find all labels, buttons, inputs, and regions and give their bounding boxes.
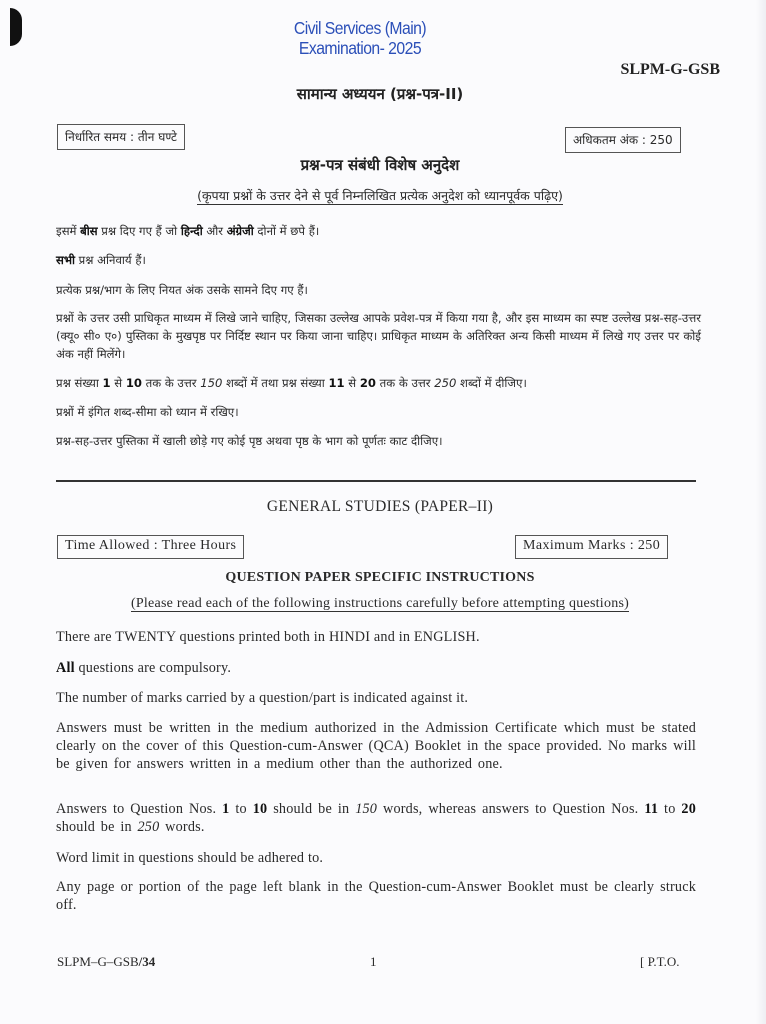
english-instruction-5 xyxy=(56,800,696,836)
text: words. xyxy=(159,819,205,835)
english-instruction-6: Word limit in questions should be adhered to. xyxy=(56,850,324,866)
hindi-instructions-subheading xyxy=(90,187,670,204)
text: प्रश्न दिए गए हैं जो xyxy=(97,224,181,238)
bold-text: All xyxy=(56,660,75,676)
hindi-instruction-4: प्रश्नों के उत्तर उसी प्राधिकृत माध्यम में लिखे जाने चाहिए, जिसका उल्लेख आपके प्रवेश-पत्र में किया गया है, और इस माध्यम का स्पष्ट उल्लेख प्रश्न-सह-उत्तर (क्यू० सी० ए०) पुस्तिका के मुखपृष्ठ पर निर्दिष्ट स्थान पर किया जाना चाहिए। प्राधिकृत माध्यम के अतिरिक्त अन्य किसी माध्यम में लिखे गए उत्तर पर कोई अंक नहीं मिलेंगे। xyxy=(56,311,701,361)
bold-number: 10 xyxy=(125,376,142,390)
section-divider xyxy=(56,480,696,482)
exam-title xyxy=(243,18,477,58)
bold-number: 1 xyxy=(222,801,230,817)
text: से xyxy=(344,376,360,390)
italic-number: 250 xyxy=(434,376,457,390)
bold-text: बीस xyxy=(80,224,98,238)
bold-text: सभी xyxy=(56,253,75,267)
bold-number: 11 xyxy=(328,376,345,390)
hindi-time-allowed-box: निर्धारित समय : तीन घण्टे xyxy=(57,124,185,150)
hindi-subheading-text: (कृपया प्रश्नों के उत्तर देने से पूर्व निम्नलिखित प्रत्येक अनुदेश को ध्यानपूर्वक पढ़िए) xyxy=(197,188,563,203)
footer-code-suffix: /34 xyxy=(138,954,156,969)
exam-title-line1: Civil Services (Main) xyxy=(293,18,427,38)
english-instruction-2 xyxy=(56,659,696,677)
hindi-subject-title: सामान्य अध्ययन (प्रश्न-पत्र-II) xyxy=(296,85,464,103)
text: तक के उत्तर xyxy=(141,376,201,390)
english-paper-title: GENERAL STUDIES (PAPER–II) xyxy=(266,498,494,515)
page-number: 1 xyxy=(370,954,377,969)
text: इसमें xyxy=(56,224,81,238)
bold-number: 11 xyxy=(644,801,659,817)
text: to xyxy=(229,801,253,817)
text: Answers to Question Nos. xyxy=(56,801,223,817)
english-subheading-text: (Please read each of the following instructions carefully before attempting questions) xyxy=(130,596,630,611)
footer-code-text: SLPM–G–GSB xyxy=(57,954,139,969)
text: should be in xyxy=(267,801,356,817)
bold-text: अंग्रेजी xyxy=(226,224,254,238)
scan-edge-shadow xyxy=(756,0,766,1024)
text: तक के उत्तर xyxy=(375,376,435,390)
hindi-maximum-marks-box: अधिकतम अंक : 250 xyxy=(565,127,681,153)
english-instructions-subheading xyxy=(60,596,700,612)
italic-number: 150 xyxy=(355,801,378,817)
bold-number: 20 xyxy=(681,801,696,817)
hindi-instruction-3: प्रत्येक प्रश्न/भाग के लिए नियत अंक उसके सामने दिए गए हैं। xyxy=(56,283,308,297)
please-turn-over: [ P.T.O. xyxy=(640,954,680,969)
text: दोनों में छपे हैं। xyxy=(253,224,320,238)
hindi-instruction-5 xyxy=(56,374,701,392)
italic-number: 250 xyxy=(137,819,160,835)
text: to xyxy=(658,801,682,817)
english-instruction-4: Answers must be written in the medium authorized in the Admission Certificate which must be stated clearly on the cover of this Question-cum-Answer (QCA) Booklet in the space provided. No marks will be given for answers written in a medium other than the authorized one. xyxy=(56,720,696,772)
punch-hole-mark xyxy=(10,8,22,46)
exam-title-line2: Examination- 2025 xyxy=(298,38,422,58)
text: should be in xyxy=(56,819,138,835)
paper-code: SLPM-G-GSB xyxy=(620,61,720,78)
text: questions are compulsory. xyxy=(74,660,232,676)
english-instructions-heading: QUESTION PAPER SPECIFIC INSTRUCTIONS xyxy=(225,570,535,585)
bold-text: हिन्दी xyxy=(180,224,203,238)
bold-number: 10 xyxy=(252,801,268,817)
text: शब्दों में तथा प्रश्न संख्या xyxy=(222,376,329,390)
english-instruction-1: There are TWENTY questions printed both in HINDI and in ENGLISH. xyxy=(56,629,480,645)
maximum-marks-box: Maximum Marks : 250 xyxy=(515,535,668,559)
italic-number: 150 xyxy=(200,376,223,390)
text: प्रश्न संख्या xyxy=(56,376,103,390)
bold-number: 1 xyxy=(102,376,111,390)
english-instruction-7: Any page or portion of the page left blank in the Question-cum-Answer Booklet must be clearly struck off. xyxy=(56,879,696,913)
hindi-instruction-1 xyxy=(56,222,701,240)
text: और xyxy=(202,224,227,238)
hindi-instruction-7: प्रश्न-सह-उत्तर पुस्तिका में खाली छोड़े गए कोई पृष्ठ अथवा पृष्ठ के भाग को पूर्णतः काट दीजिए। xyxy=(56,434,443,448)
text: शब्दों में दीजिए। xyxy=(456,376,527,390)
time-allowed-box: Time Allowed : Three Hours xyxy=(57,535,244,559)
hindi-instruction-6: प्रश्नों में इंगित शब्द-सीमा को ध्यान में रखिए। xyxy=(56,405,239,419)
text: प्रश्न अनिवार्य हैं। xyxy=(75,253,146,267)
text: words, whereas answers to Question Nos. xyxy=(377,801,645,817)
bold-number: 20 xyxy=(359,376,376,390)
english-instruction-3: The number of marks carried by a question/part is indicated against it. xyxy=(56,690,469,706)
hindi-instruction-2 xyxy=(56,251,701,269)
hindi-instructions-heading: प्रश्न-पत्र संबंधी विशेष अनुदेश xyxy=(300,156,460,174)
text: से xyxy=(110,376,126,390)
footer-paper-code xyxy=(57,954,155,970)
